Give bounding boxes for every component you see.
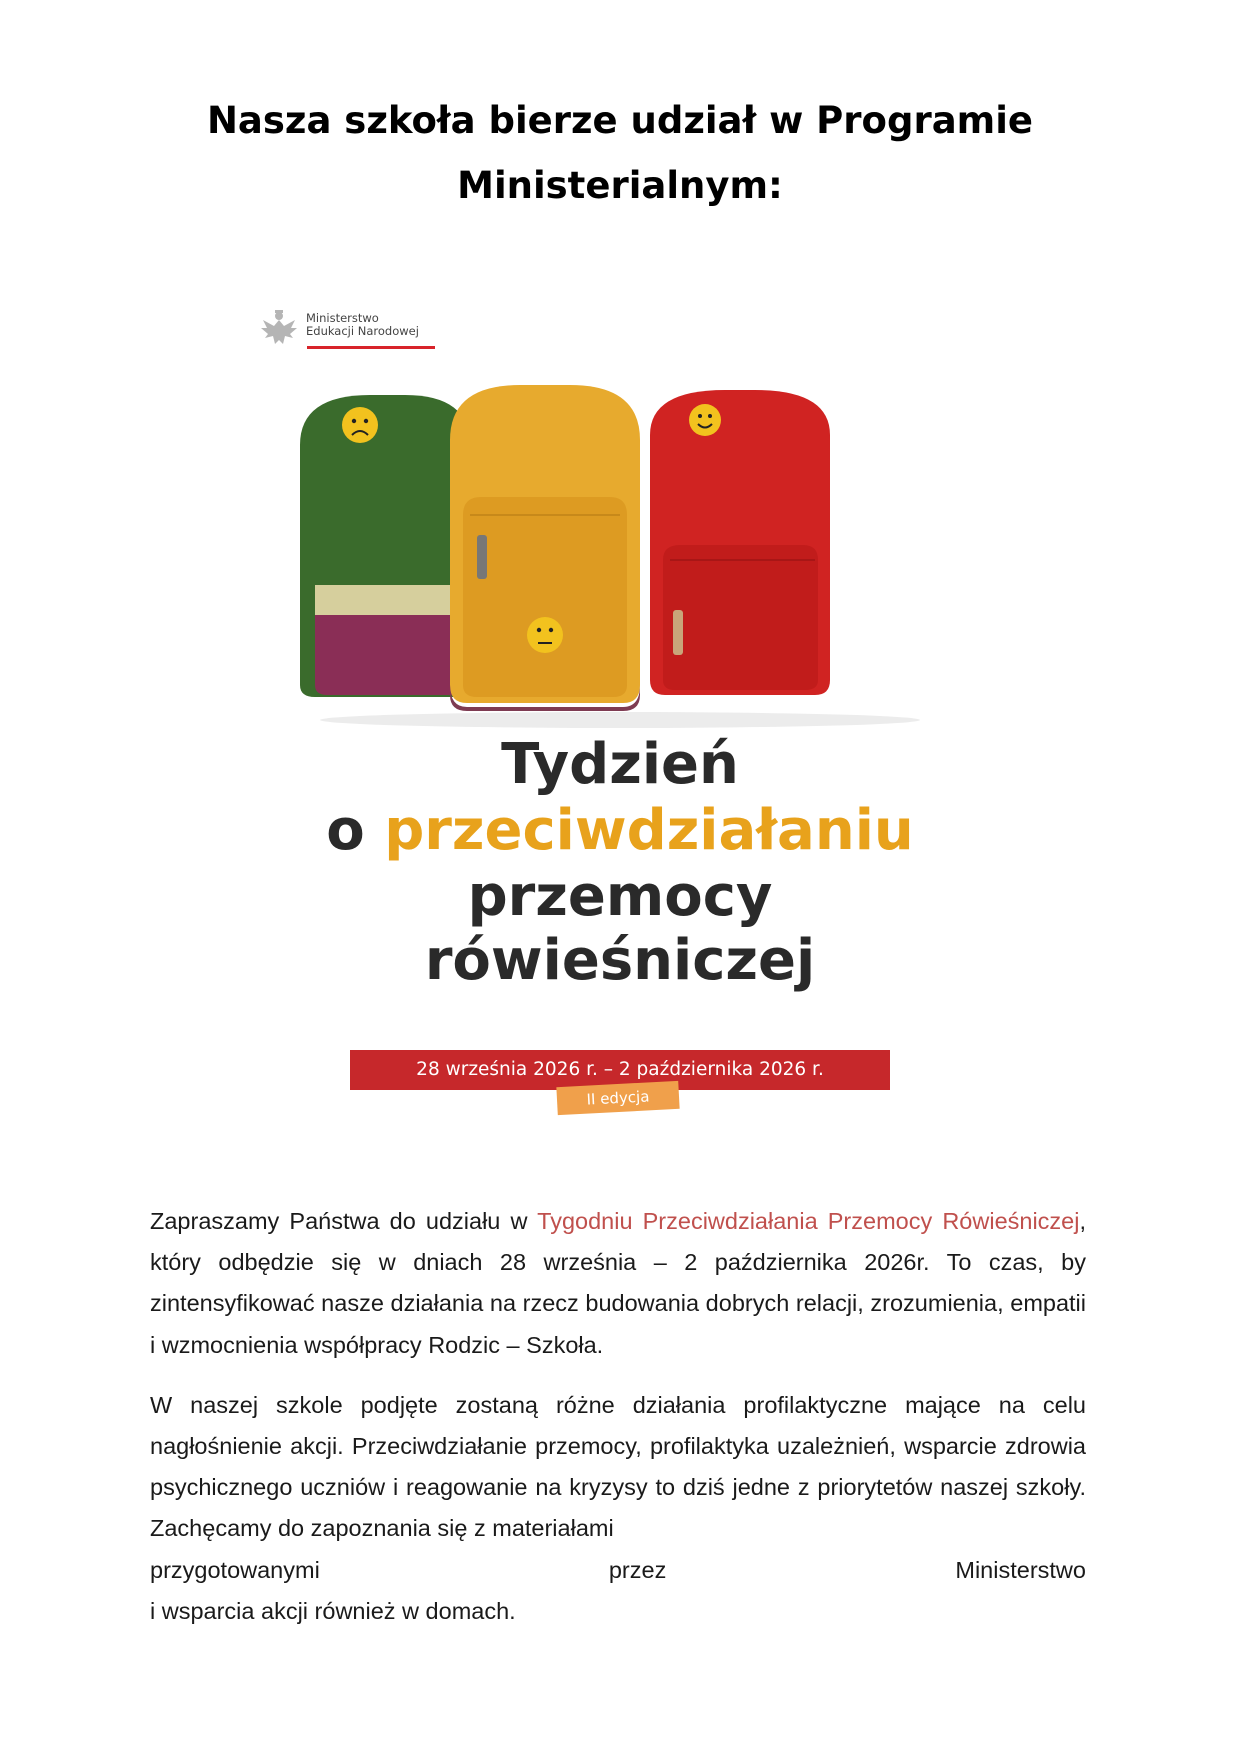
invitation-rest: , który odbędzie się w dniach 28 września – 2 października 2026r. To czas, by zintensyfikować nasze działania na rzecz budowania dobrych relacji, zrozumienia, empatii i wzmocnienia współpracy Rodzic – Szkoła. [150,1208,1087,1358]
ministry-name-line-2: Edukacji Narodowej [306,324,419,338]
page-title-line-1: Nasza szkoła bierze udział w Programie [206,99,1034,142]
headline-line-2 [255,796,985,866]
campaign-link[interactable]: Tygodniu Przeciwdziałania Przemocy Rówieśniczej [537,1208,1080,1234]
paragraph-invitation [150,1201,1086,1366]
activities-end: i wsparcia akcji również w domach. [150,1597,516,1624]
word-przygotowanymi: przygotowanymi [150,1556,320,1583]
ministry-name-line-1: Ministerstwo [306,311,379,325]
date-range-banner: 28 września 2026 r. – 2 października 2026 r. [350,1050,890,1090]
page-title [150,88,1090,218]
invitation-start: Zapraszamy Państwa do udziału w [150,1208,538,1234]
headline-line-1: Tydzień [501,732,739,797]
edition-badge: II edycja [556,1081,679,1115]
campaign-poster [255,290,985,1130]
headline-line-4: rówieśniczej [424,928,816,993]
body-text [150,1201,1086,1651]
eagle-emblem-icon [257,308,301,348]
headline-accent: przeciwdziałaniu [384,798,914,863]
justified-line [150,1550,1086,1591]
headline-line-3: przemocy [467,864,773,929]
word-przez: przez [608,1556,667,1583]
page-title-line-2: Ministerialnym: [457,164,783,207]
ministry-logo [257,308,419,348]
word-ministerstwo: Ministerstwo [955,1556,1086,1583]
red-backpack [650,390,830,695]
yellow-backpack [450,385,640,711]
green-backpack [300,395,470,697]
activities-main: W naszej szkole podjęte zostaną różne działania profilaktyczne mające na celu nagłośnienie akcji. Przeciwdziałanie przemocy, profilaktyka uzależnień, wsparcie zdrowia psychicznego uczniów i reagowanie na kryzysy to dziś jedne z priorytetów naszej szkoły. Zachęcamy do zapoznania się z materiałami [150,1391,1086,1542]
backpacks-illustration [255,385,985,730]
headline-prefix: o [326,798,365,863]
paragraph-activities [150,1385,1086,1632]
ministry-accent-line [307,346,435,349]
